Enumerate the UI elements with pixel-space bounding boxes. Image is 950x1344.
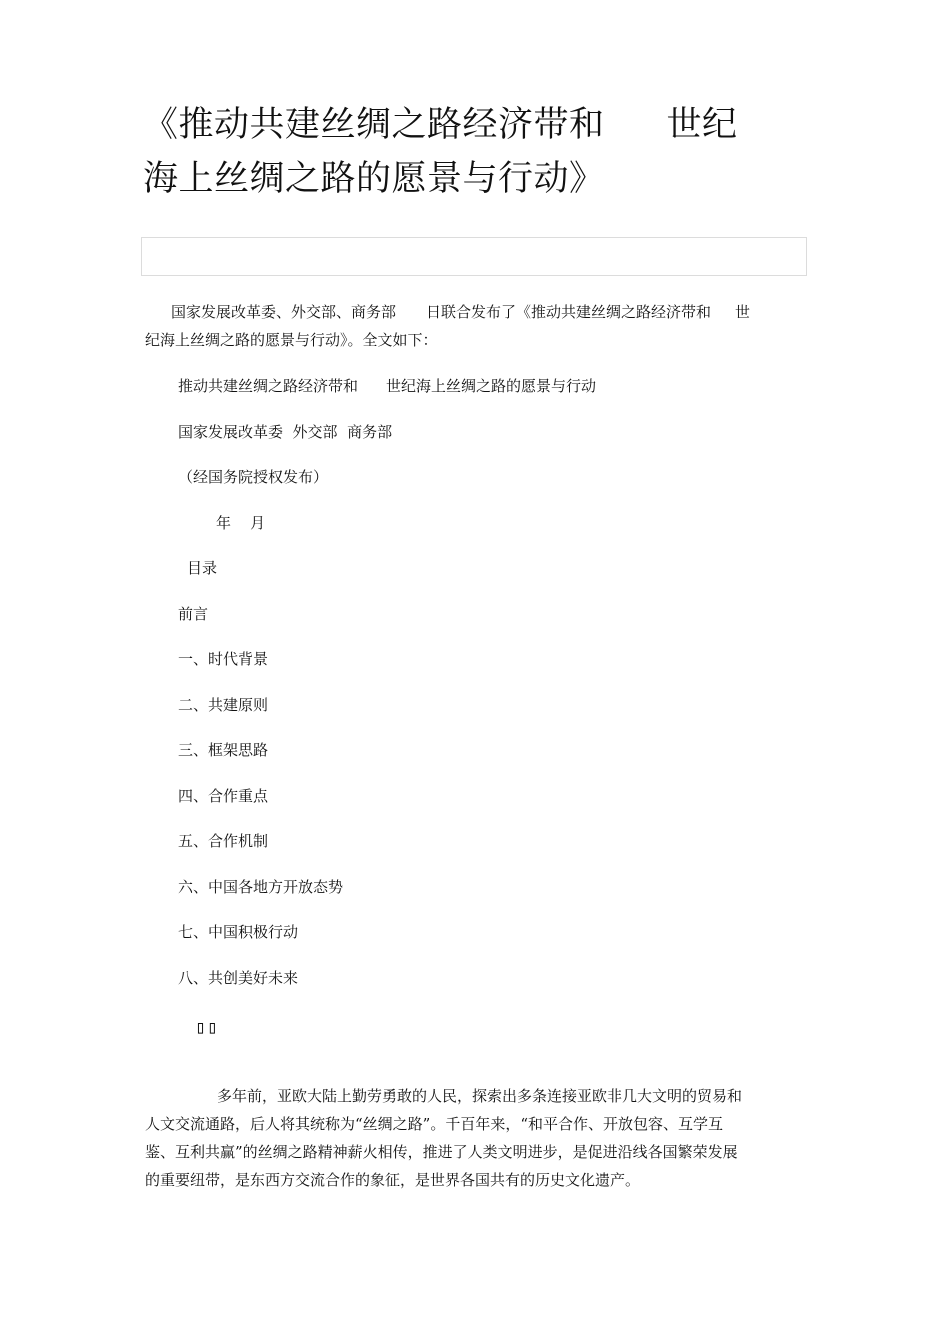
intro-part-1a: 国家发展改革委、外交部、商务部 <box>171 303 397 321</box>
issuers: 国家发展改革委 外交部 商务部 <box>178 423 393 441</box>
toc-item: 六、中国各地方开放态势 <box>178 878 344 896</box>
title-part-1a: 《推动共建丝绸之路经济带和 <box>143 105 605 145</box>
body-paragraph <box>145 1082 807 1194</box>
toc-item: 八、共创美好未来 <box>178 969 299 987</box>
toc-item: 五、合作机制 <box>178 832 269 850</box>
toc-item: 三、框架思路 <box>178 741 269 759</box>
intro-part-1c: 世 <box>735 303 751 321</box>
body-line-2: 人文交流通路，后人将其统称为“丝绸之路”。千百年来，“和平合作、开放包容、互学互 <box>145 1115 724 1133</box>
title-part-1b: 世纪 <box>666 105 738 145</box>
intro-part-1b: 日联合发布了《推动共建丝绸之路经济带和 <box>426 303 712 321</box>
body-line-3: 鉴、互利共赢”的丝绸之路精神薪火相传，推进了人类文明进步，是促进沿线各国繁荣发展 <box>145 1143 738 1161</box>
subtitle-part-a: 推动共建丝绸之路经济带和 <box>178 377 359 395</box>
intro-line-1 <box>145 298 807 326</box>
toc-item: 四、合作重点 <box>178 787 269 805</box>
toc-item: 一、时代背景 <box>178 650 269 668</box>
toc-item: 二、共建原则 <box>178 696 269 714</box>
toc-heading: 目录 <box>187 559 218 577</box>
issue-date: 年 月 <box>216 514 266 532</box>
subtitle-part-b: 世纪海上丝绸之路的愿景与行动 <box>386 377 597 395</box>
empty-frame <box>141 237 807 276</box>
authorization-note: （经国务院授权发布） <box>178 468 329 486</box>
body-line-1-text: 多年前，亚欧大陆上勤劳勇敢的人民，探索出多条连接亚欧非几大文明的贸易和 <box>217 1087 743 1105</box>
intro-line-2: 纪海上丝绸之路的愿景与行动》。全文如下： <box>145 331 438 349</box>
body-line-1 <box>145 1082 807 1110</box>
title-line-1 <box>143 98 803 152</box>
document-title <box>143 98 803 206</box>
body-line-4: 的重要纽带，是东西方交流合作的象征，是世界各国共有的历史文化遗产。 <box>145 1171 641 1189</box>
document-subtitle <box>178 376 596 396</box>
title-line-2: 海上丝绸之路的愿景与行动》 <box>143 159 605 199</box>
intro-paragraph <box>145 298 807 354</box>
missing-glyphs: ▯▯ <box>195 1017 219 1038</box>
toc-item: 七、中国积极行动 <box>178 923 299 941</box>
toc-item: 前言 <box>178 605 209 623</box>
